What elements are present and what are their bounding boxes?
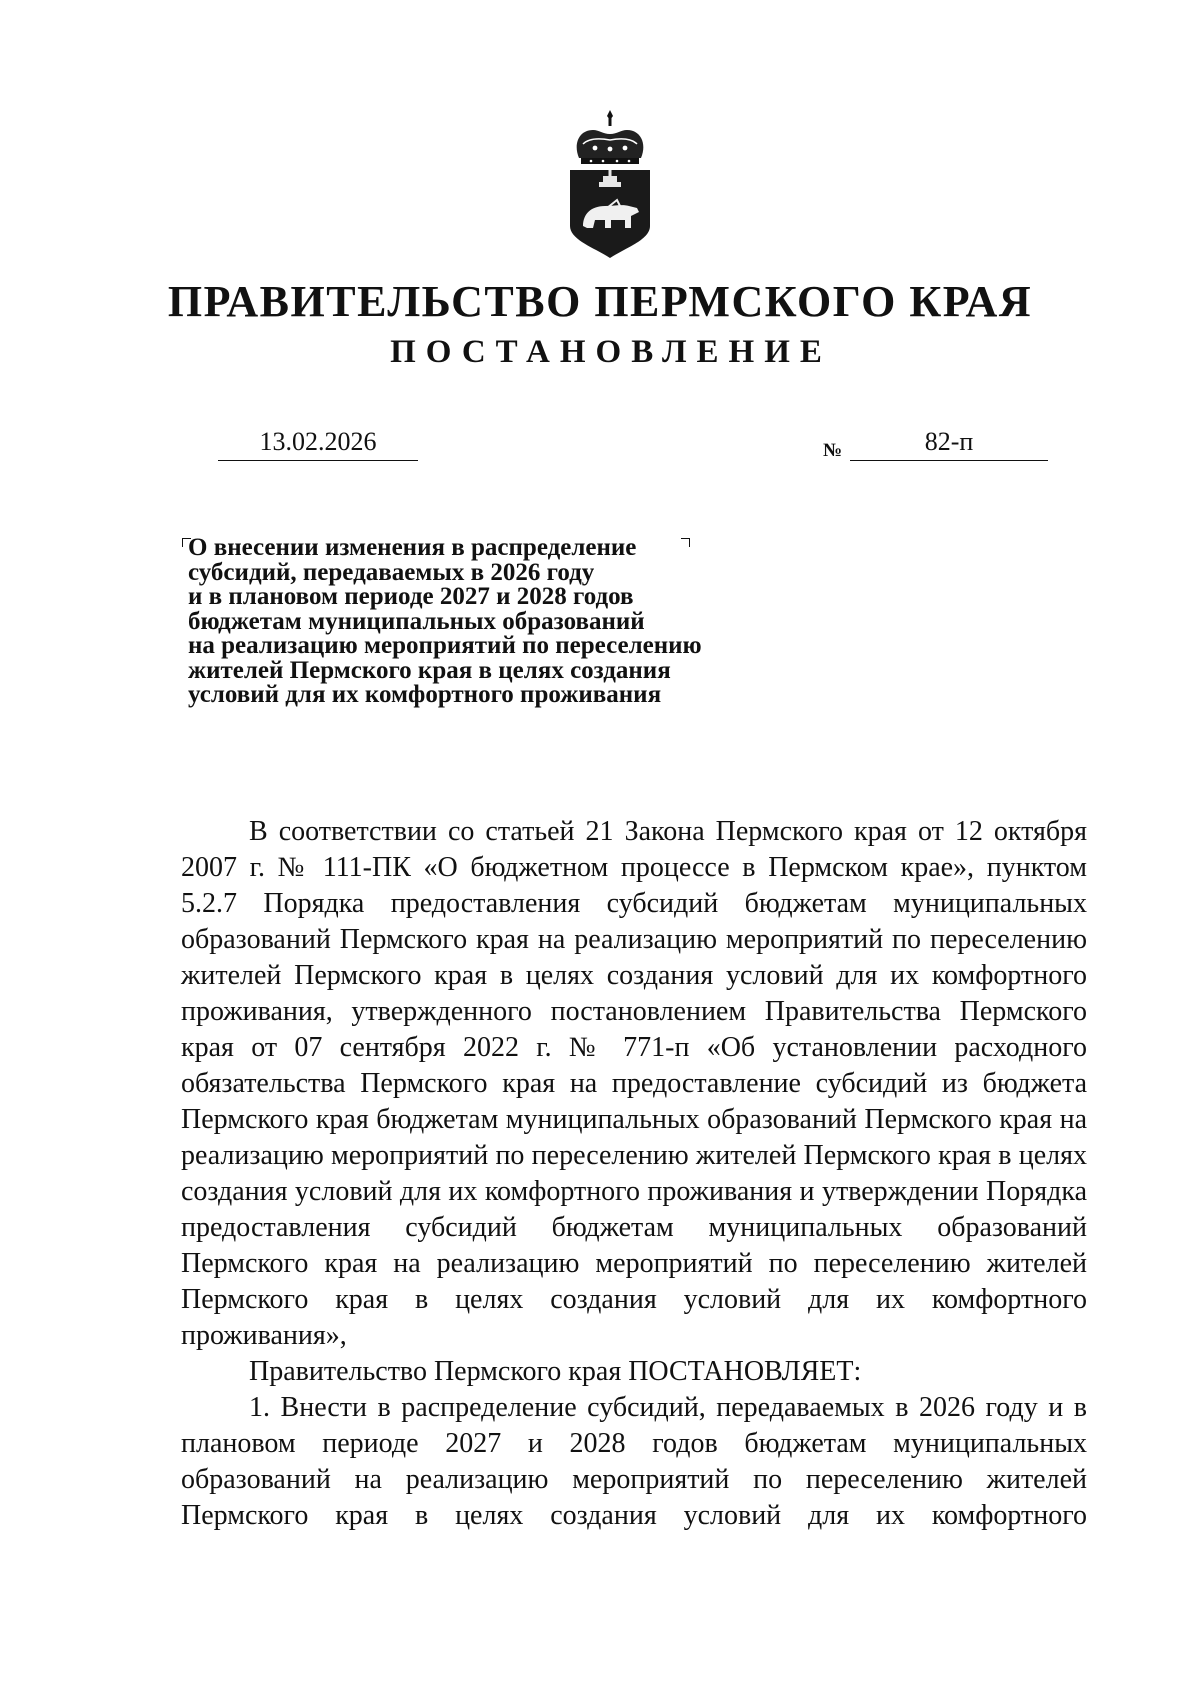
item-1-paragraph: 1. Внести в распределение субсидий, передаваемых в 2026 году и в плановом периоде 2027 и 2028 годов бюджетам муниципальных образований на реализацию мероприятий по переселению жителей Пермского края в целях создания условий для их комфортного: [181, 1392, 1087, 1531]
document-body: [181, 814, 1087, 1534]
subject-line: жителей Пермского края в целях создания: [188, 656, 671, 684]
document-number: 82-п: [850, 424, 1048, 461]
document-type: ПОСТАНОВЛЕНИЕ: [390, 334, 832, 370]
resolves-paragraph: Правительство Пермского края ПОСТАНОВЛЯЕТ:: [249, 1356, 862, 1387]
government-name: ПРАВИТЕЛЬСТВО ПЕРМСКОГО КРАЯ: [167, 277, 1033, 326]
subject-line: субсидий, передаваемых в 2026 году: [188, 558, 595, 586]
subject-line: на реализацию мероприятий по переселению: [188, 632, 702, 659]
subject-line: бюджетам муниципальных образований: [188, 607, 645, 635]
coat-of-arms-icon: [565, 108, 655, 260]
subject-line: О внесении изменения в распределение: [188, 534, 637, 561]
document-date: 13.02.2026: [218, 424, 418, 461]
preamble-paragraph: В соответствии со статьей 21 Закона Пермского края от 12 октября 2007 г. № 111-ПК «О бюджетном процессе в Пермском крае», пунктом 5.2.7 Порядка предоставления субсидий бюджетам муниципальных образований Пермского края на реализацию мероприятий по переселению жителей Пермского края в целях создания условий для их комфортного проживания, утвержденного постановлением Правительства Пермского края от 07 сентября 2022 г. № 771-п «Об установлении расходного обязательства Пермского края на предоставление субсидий из бюджета Пермского края бюджетам муниципальных образований Пермского края на реализацию мероприятий по переселению жителей Пермского края в целях создания условий для их комфортного проживания и утверждении Порядка предоставления субсидий бюджетам муниципальных образований Пермского края на реализацию мероприятий по переселению жителей Пермского края в целях создания условий для их комфортного проживания»,: [181, 816, 1087, 1351]
subject-line: условий для их комфортного проживания: [188, 681, 662, 708]
document-subject: [188, 536, 808, 708]
number-label: №: [823, 440, 843, 461]
subject-line: и в плановом периоде 2027 и 2028 годов: [188, 583, 634, 610]
